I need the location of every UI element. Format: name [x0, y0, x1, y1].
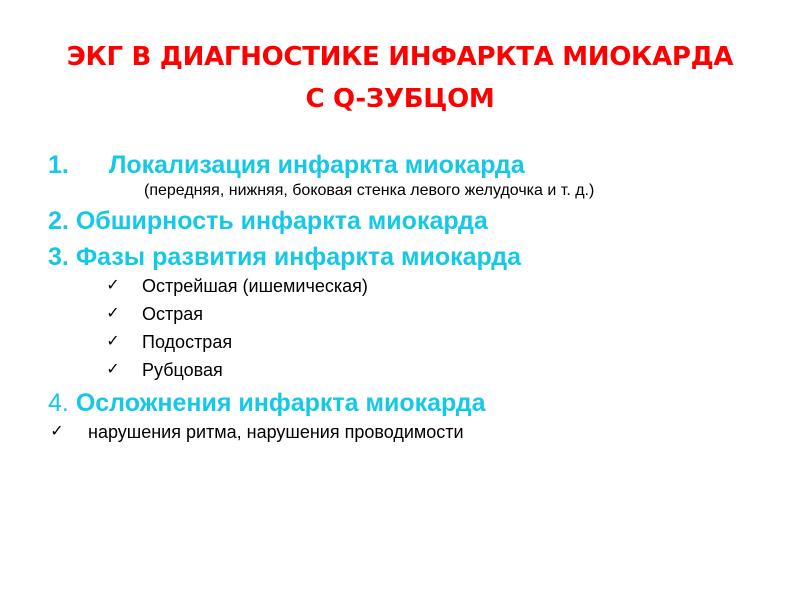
list-item-extent: [48, 206, 788, 236]
title-line-1: ЭКГ В ДИАГНОСТИКЕ ИНФАРКТА МИОКАРДА: [66, 42, 734, 72]
sublist-item-label: Острая: [142, 304, 204, 324]
list-item-complications: [48, 388, 788, 418]
sublist-item: [48, 418, 788, 446]
sublist-item: [48, 328, 788, 356]
slide-title: [0, 36, 800, 120]
item-number: 4.: [48, 389, 69, 417]
list-item-localization: [48, 150, 788, 180]
item-label: Локализация инфаркта миокарда: [108, 151, 525, 179]
check-icon: ✓: [106, 333, 120, 350]
item-label: Обширность инфаркта миокарда: [75, 207, 488, 235]
item-number: 1.: [48, 151, 69, 179]
sublist-item-label: Острейшая (ишемическая): [142, 276, 368, 296]
complications-sublist: [48, 418, 788, 446]
sublist-item: [48, 356, 788, 384]
title-line-2: С Q-ЗУБЦОМ: [305, 84, 495, 114]
sublist-item-label: нарушения ритма, нарушения проводимости: [88, 422, 464, 442]
item-label: Фазы развития инфаркта миокарда: [75, 243, 521, 271]
item-number: 2.: [48, 207, 69, 235]
localization-note: (передняя, нижняя, боковая стенка левого желудочка и т. д.): [144, 182, 595, 199]
phases-sublist: [48, 272, 788, 384]
item-number: 3.: [48, 243, 69, 271]
sublist-item-label: Рубцовая: [142, 360, 223, 380]
content-list: [48, 150, 788, 446]
check-icon: ✓: [106, 277, 120, 294]
sublist-item: [48, 272, 788, 300]
item-label: Осложнения инфаркта миокарда: [75, 389, 486, 417]
sublist-item: [48, 300, 788, 328]
check-icon: ✓: [106, 305, 120, 322]
check-icon: ✓: [50, 423, 64, 440]
sublist-item-label: Подострая: [142, 332, 233, 352]
check-icon: ✓: [106, 361, 120, 378]
list-item-phases: [48, 242, 788, 272]
